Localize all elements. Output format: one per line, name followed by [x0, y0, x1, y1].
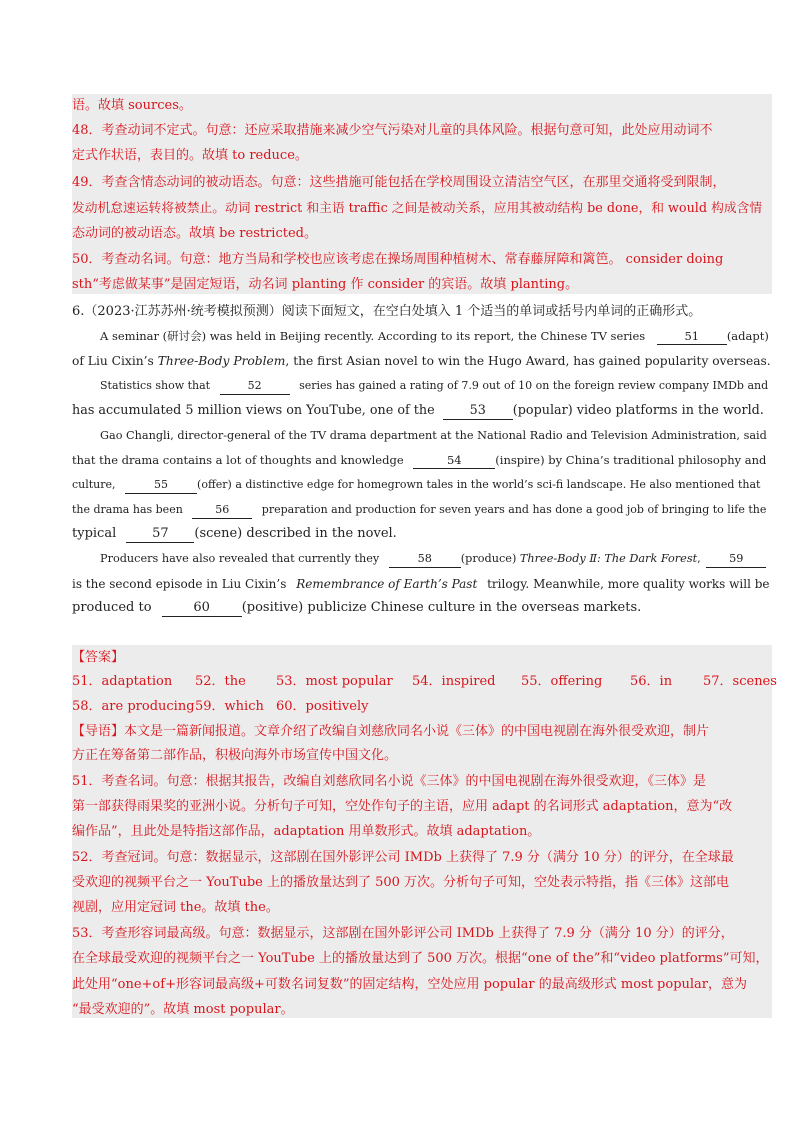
answer-item: 60．positively: [276, 699, 369, 714]
passage-text: (positive) publicize Chinese culture in the overseas markets.: [241, 600, 642, 615]
explanation-line: 视剧，应用定冠词 the。故填 the。: [72, 900, 279, 915]
book-title: Three-Body Problem: [157, 354, 286, 368]
passage-text: Statistics show that: [100, 379, 211, 392]
passage-text: (produce): [460, 552, 517, 565]
passage-text: produced to: [72, 600, 152, 615]
passage-text: Producers have also revealed that currently they: [100, 552, 380, 565]
passage-text: series has gained a rating of 7.9 out of 10 on the foreign review company IMDb and: [299, 379, 769, 392]
explanation-line: sth“考虑做某事”是固定短语，动名词 planting 作 consider 的宾语。故填 planting。: [72, 277, 579, 292]
answer-item: 59．which: [195, 699, 264, 714]
answer-item: 53．most popular: [276, 674, 393, 689]
passage-text: typical: [72, 526, 117, 541]
passage-line: [72, 524, 397, 544]
passage-text: (adapt): [726, 329, 769, 343]
blank-59: 59: [706, 551, 766, 568]
passage-line: [100, 326, 769, 346]
passage-line: [72, 598, 641, 618]
guide-line: 【导语】本文是一篇新闻报道。文章介绍了改编自刘慈欣同名小说《三体》的中国电视剧在海外很受欢迎，制片: [72, 724, 710, 739]
passage-text: the drama has been: [72, 503, 183, 516]
answer-item: 52．the: [195, 674, 246, 689]
explanation-line: 在全球最受欢迎的视频平台之一 YouTube 上的播放量达到了 500 万次。根据“one of the”和“video platforms”可知，: [72, 951, 769, 966]
passage-line: [72, 475, 760, 495]
passage-line: [72, 401, 764, 421]
answer-item: 58．are producing: [72, 699, 195, 714]
explanation-line: 50．考查动名词。句意：地方当局和学校也应该考虑在操场周围种植树木、常春藤屏障和篱笆。 consider doing: [72, 252, 724, 267]
explanation-line: 编作品”，且此处是特指这部作品，adaptation 用单数形式。故填 adaptation。: [72, 824, 541, 839]
answer-item: 51．adaptation: [72, 674, 173, 689]
explanation-line: 态动词的被动语态。故填 be restricted。: [72, 226, 317, 241]
passage-text: ,: [697, 552, 701, 565]
explanation-line: 53．考查形容词最高级。句意：数据显示，这部剧在国外影评公司 IMDb 上获得了 7.9 分（满分 10 分）的评分，: [72, 926, 734, 941]
passage-line: [100, 549, 766, 569]
explanation-line: 此处用“one+of+形容词最高级+可数名词复数”的固定结构，空处应用 popular 的最高级形式 most popular，意为: [72, 977, 748, 992]
explanation-line: 52．考查冠词。句意：数据显示，这部剧在国外影评公司 IMDb 上获得了 7.9 分（满分 10 分）的评分，在全球最: [72, 850, 734, 865]
guide-line: 方正在筹备第二部作品，积极向海外市场宣传中国文化。: [72, 748, 398, 763]
explanation-line: “最受欢迎的”。故填 most popular。: [72, 1002, 294, 1017]
passage-text: , the first Asian novel to win the Hugo Award, has gained popularity overseas.: [285, 354, 771, 368]
question-header: 6.（2023·江苏苏州·统考模拟预测）阅读下面短文，在空白处填入 1 个适当的单词或括号内单词的正确形式。: [72, 304, 702, 319]
passage-text: (popular) video platforms in the world.: [512, 403, 764, 418]
passage-line: [72, 351, 771, 371]
explanation-line: 第一部获得雨果奖的亚洲小说。分析句子可知，空处作句子的主语，应用 adapt 的名词形式 adaptation，意为“改: [72, 799, 733, 814]
passage-line: [100, 376, 768, 396]
blank-58: 58: [389, 551, 461, 568]
passage-text: (inspire) by China’s traditional philosophy and: [495, 453, 767, 467]
explanation-line: 定式作状语，表目的。故填 to reduce。: [72, 148, 308, 163]
passage-line: [72, 574, 770, 594]
answer-item: 55．offering: [521, 674, 603, 689]
answer-item: 56．in: [630, 674, 673, 689]
passage-line: [72, 500, 766, 520]
passage-text: is the second episode in Liu Cixin’s: [72, 577, 287, 591]
passage-text: that the drama contains a lot of thoughts and knowledge: [72, 453, 404, 467]
blank-60: 60: [162, 600, 242, 617]
explanation-line: 发动机怠速运转将被禁止。动词 restrict 和主语 traffic 之间是被动关系，应用其被动结构 be done，和 would 构成含情: [72, 201, 763, 216]
passage-text: (offer) a distinctive edge for homegrown tales in the world’s sci-fi landscape. He also mentioned that: [197, 478, 761, 491]
blank-55: 55: [125, 477, 197, 494]
passage-text: has accumulated 5 million views on YouTube, one of the: [72, 403, 435, 418]
book-title: Remembrance of Earth’s Past: [296, 577, 478, 591]
book-title: Three-Body Ⅱ: The Dark Forest: [519, 552, 698, 565]
passage-text: of Liu Cixin’s: [72, 354, 154, 368]
answer-header: 【答案】: [72, 650, 125, 665]
answer-item: 54．inspired: [412, 674, 496, 689]
blank-56: 56: [192, 502, 252, 519]
blank-52: 52: [220, 378, 290, 395]
explanation-line: 受欢迎的视频平台之一 YouTube 上的播放量达到了 500 万次。分析句子可知，空处表示特指，指《三体》这部电: [72, 875, 730, 890]
passage-text: (scene) described in the novel.: [194, 526, 397, 541]
blank-54: 54: [413, 452, 495, 469]
passage-line: Gao Changli, director-general of the TV drama department at the National Radio and Television Administration, said: [100, 429, 767, 442]
explanation-line: 51．考查名词。句意：根据其报告，改编自刘慈欣同名小说《三体》的中国电视剧在海外很受欢迎，《三体》是: [72, 774, 707, 789]
blank-57: 57: [126, 526, 194, 543]
explanation-line: 49．考查含情态动词的被动语态。句意：这些措施可能包括在学校周围设立清洁空气区，在那里交通将受到限制，: [72, 175, 726, 190]
passage-text: preparation and production for seven years and has done a good job of bringing to life the: [261, 503, 767, 516]
blank-53: 53: [443, 403, 513, 420]
passage-text: A seminar (研讨会) was held in Beijing recently. According to its report, the Chinese TV series: [100, 329, 646, 343]
answer-item: 57．scenes: [703, 674, 777, 689]
passage-text: trilogy. Meanwhile, more quality works will be: [487, 577, 770, 591]
passage-text: culture,: [72, 478, 116, 491]
passage-line: [72, 450, 766, 470]
explanation-line: 语。故填 sources。: [72, 98, 192, 113]
explanation-line: 48．考查动词不定式。句意：还应采取措施来减少空气污染对儿童的具体风险。根据句意可知，此处应用动词不: [72, 123, 713, 138]
blank-51: 51: [657, 328, 727, 345]
